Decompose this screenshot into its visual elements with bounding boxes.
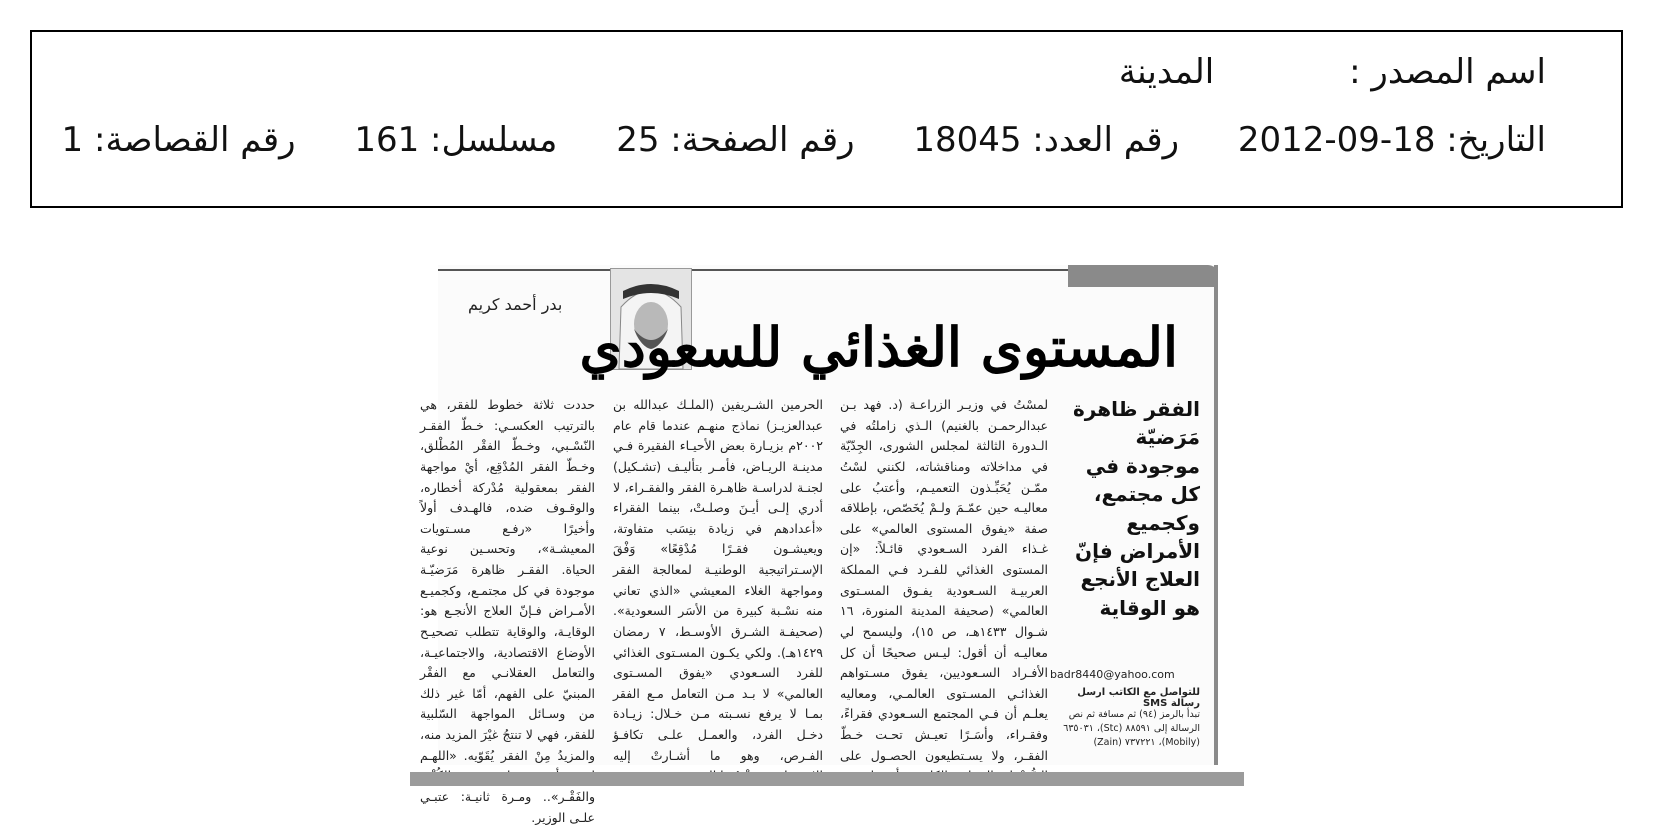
date-value: 2012-09-18	[1237, 120, 1436, 160]
serial-label: مسلسل:	[430, 120, 558, 160]
source-value: المدينة	[1118, 52, 1215, 92]
author-name: بدر أحمد كريم	[468, 295, 563, 314]
article-column-2: الحرمين الشـريفين (الملـك عبدالله بن عبدالعزيـز) نماذج منهـم عندما قام عام ٢٠٠٢م بزيـارة بعض الأحيـاء الفقيرة فـي مدينـة الريـاض، فأمـر بتأليـف (تشـكيل) لجنـة لدراسـة ظاهـرة الفقر والفقـراء، لا أدري إلـى أيـنَ وصلـتْ، بينما الفقراء «أعدادهم في زيادة بنِسَب متفاوتة، ويعيشـون فقـرًا مُدْقِعًا» وَفْقَ الإسـتراتيجية الوطنيـة لمعالجة الفقر ومواجهة الغلاء المعيشي «الذي تعاني منه نسْـبة كبيرة من الأسَر السعودية». (صحيفـة الشـرق الأوسـط، ٧ رمضان ١٤٢٩هـ). ولكي يكـون المسـتوى الغذائي للفرد السـعودي «يفوق المسـتوى العالمي» لا بـد مـن التعامل مـع الفقر بمـا لا يرفع نسـبته مـن خـلال: زيـادة دخـل الفرد، والعمـل علـى تكافـؤ الفـرص، وهو ما أشـارتْ إليه	[613, 397, 823, 763]
article-headline: المستوى الغذائي للسعودي	[579, 315, 1178, 379]
article-column-1: لمسْتُ في وزيـر الزراعـة (د. فهد بـن عبدالرحمـن بالغنيم) الـذي زاملتُه في الـدورة الثالثة لمجلس الشورى، الجِدّيّة في مداخلاته ومناقشاته، لكنني لسْتُ ممّـن يُحَبِّـذون التعميـم، وأعتبُ على معاليـه حين عمّـمَ ولـمْ يُخَصّص، بإطلاقه صفة «يفوق المستوى العالمي» على غـذاء الفرد السـعودي قائـلاً: «إن المستوى الغذائي للفـرد فـي المملكة العربيـة السـعودية يفـوق المسـتوى العالمي» (صحيفة المدينة المنورة، ١٦ شـوال ١٤٣٣هـ، ص ١٥)، وليسمح لي معاليـه أن أقول: ليـس صحيحًا أن كل الأفـراد السـعوديين، يفوق مسـتواهم الغذائـي المسـتوى العالمـي، ومعاليه يعلـم أن فـي المجتمع السـعودي فقراءً، وفقـراء، وأسَـرًا تعيـش تحـت خـطّ الفقـر، ولا يسـتطيعون الحصـول على	[840, 397, 1049, 763]
page-label: رقم الصفحة:	[670, 120, 855, 160]
sms-contact-details: تبدأ بالرمز (٩٤) ثم مسافة ثم نص الرسالة إلى ٨٨٥٩١ (Stc)، ٦٣٥٠٣١ (Mobily)، ٧٣٧٢٢١ (Zain)	[1063, 709, 1200, 748]
author-email: badr8440@yahoo.com	[1050, 668, 1175, 681]
pull-quote: الفقر ظاهرة مَرَضيّة موجودة في كل مجتمع، وكجميع الأمراض فإنّ العلاج الأنجع هو الوقاية	[1072, 397, 1200, 620]
date-label: التاريخ:	[1446, 120, 1546, 160]
details-row	[62, 120, 1546, 160]
page-value: 25	[616, 120, 660, 160]
issue-value: 18045	[913, 120, 1022, 160]
article-column-3: حددت ثلاثة خطوط للفقر، هي بالترتيب العكسـي: خـطّ الفقـر النّسْـبي، وخـطّ الفقْر المُطْلق، وخـطّ الفقر المُدْقِع، أيْ مواجهة الفقر بمعقولية مُدْركة أخطاره، والوقـوف ضده، فالهـدف أولاً وأخيرًا «رفـع مسـتويات المعيشـة»، وتحسـين نوعية الحياة. الفقـر ظاهرة مَرَضيّـة موجودة في كل مجتمـع، وكجميـع الأمـراض فـإنّ العلاج الأنجـع هو: الوقايـة، والوقاية تتطلب تصحيـح الأوضاع الاقتصادية، والاجتماعيـة، والتعامل العقلانـي مع الفقْر المبنيّ على الفهم، أمّا غير ذلك من وسـائل المواجهة السّلبية للفقر، فهي لا تنتجُ غيْرَ المزيد منه، والمزيدُ مِنْ الفقر يُقَوّيه. «اللهـم والفَقْـر».. ومـرة ثانيـة: عتبـي علـى الوزير.	[420, 397, 595, 825]
clipping-info-box	[30, 30, 1623, 208]
newspaper-clipping	[420, 265, 1218, 825]
clip-number-label: رقم القصاصة:	[93, 120, 296, 160]
clip-number-value: 1	[61, 120, 84, 160]
right-rule	[1214, 265, 1218, 765]
source-label: اسم المصدر :	[1349, 52, 1546, 92]
sms-contact-title: للتواصل مع الكاتب ارسل رسالة SMS	[1077, 687, 1200, 709]
corner-tab	[1068, 265, 1218, 287]
issue-label: رقم العدد:	[1032, 120, 1180, 160]
serial-value: 161	[354, 120, 420, 160]
source-row	[1119, 52, 1546, 92]
clipping-bottom-bar	[410, 772, 1244, 786]
top-rule	[438, 269, 1078, 271]
